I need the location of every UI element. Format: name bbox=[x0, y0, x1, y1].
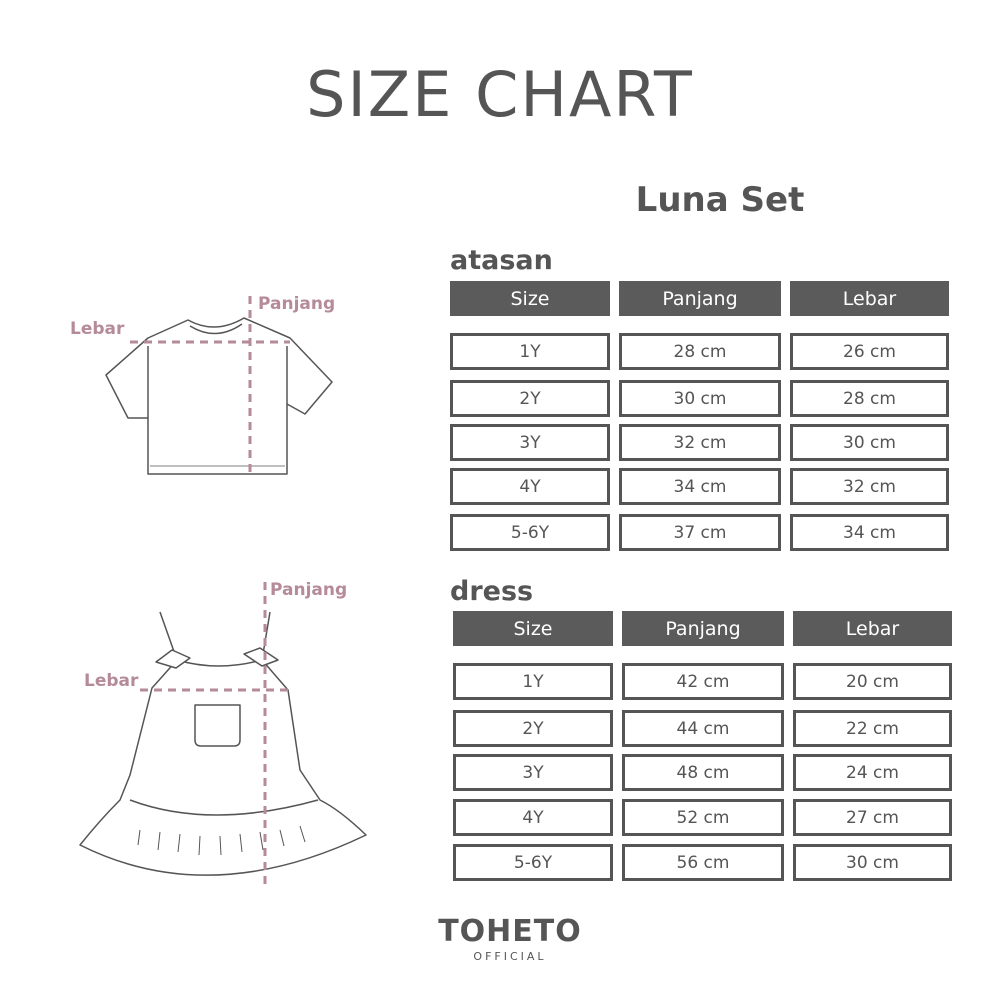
dress-length-cell: 42 cm bbox=[622, 663, 784, 700]
brand-logo: TOHETO bbox=[438, 914, 582, 949]
atasan-width-cell: 26 cm bbox=[790, 333, 949, 370]
garment-diagrams bbox=[0, 0, 440, 1000]
atasan-header-length: Panjang bbox=[619, 281, 781, 316]
dress-width-cell: 30 cm bbox=[793, 844, 952, 881]
atasan-size-cell: 5-6Y bbox=[450, 514, 610, 551]
dress-size-cell: 3Y bbox=[453, 754, 613, 791]
dress-size-cell: 2Y bbox=[453, 710, 613, 747]
page-title: SIZE CHART bbox=[306, 58, 694, 131]
dress-width-cell: 22 cm bbox=[793, 710, 952, 747]
atasan-width-cell: 32 cm bbox=[790, 468, 949, 505]
dress-size-cell: 5-6Y bbox=[453, 844, 613, 881]
tshirt-width-label: Lebar bbox=[70, 319, 125, 339]
atasan-length-cell: 32 cm bbox=[619, 424, 781, 461]
atasan-width-cell: 34 cm bbox=[790, 514, 949, 551]
dress-width-label: Lebar bbox=[84, 671, 139, 691]
tshirt-length-label: Panjang bbox=[258, 294, 336, 314]
brand-subtitle: OFFICIAL bbox=[473, 950, 547, 963]
dress-length-cell: 52 cm bbox=[622, 799, 784, 836]
dress-length-cell: 56 cm bbox=[622, 844, 784, 881]
dress-size-cell: 1Y bbox=[453, 663, 613, 700]
product-name: Luna Set bbox=[635, 180, 805, 220]
dress-width-cell: 20 cm bbox=[793, 663, 952, 700]
dress-section-label: dress bbox=[450, 576, 534, 607]
atasan-size-cell: 2Y bbox=[450, 380, 610, 417]
dress-width-cell: 27 cm bbox=[793, 799, 952, 836]
atasan-size-cell: 3Y bbox=[450, 424, 610, 461]
dress-length-cell: 48 cm bbox=[622, 754, 784, 791]
atasan-size-cell: 4Y bbox=[450, 468, 610, 505]
dress-illustration bbox=[80, 612, 366, 875]
dress-length-label: Panjang bbox=[270, 580, 348, 600]
atasan-header-width: Lebar bbox=[790, 281, 949, 316]
atasan-length-cell: 37 cm bbox=[619, 514, 781, 551]
atasan-length-cell: 34 cm bbox=[619, 468, 781, 505]
dress-header-size: Size bbox=[453, 611, 613, 646]
atasan-size-cell: 1Y bbox=[450, 333, 610, 370]
atasan-width-cell: 28 cm bbox=[790, 380, 949, 417]
atasan-header-size: Size bbox=[450, 281, 610, 316]
atasan-length-cell: 30 cm bbox=[619, 380, 781, 417]
atasan-width-cell: 30 cm bbox=[790, 424, 949, 461]
atasan-section-label: atasan bbox=[450, 245, 553, 276]
dress-size-cell: 4Y bbox=[453, 799, 613, 836]
dress-header-width: Lebar bbox=[793, 611, 952, 646]
dress-width-cell: 24 cm bbox=[793, 754, 952, 791]
dress-header-length: Panjang bbox=[622, 611, 784, 646]
atasan-length-cell: 28 cm bbox=[619, 333, 781, 370]
dress-length-cell: 44 cm bbox=[622, 710, 784, 747]
